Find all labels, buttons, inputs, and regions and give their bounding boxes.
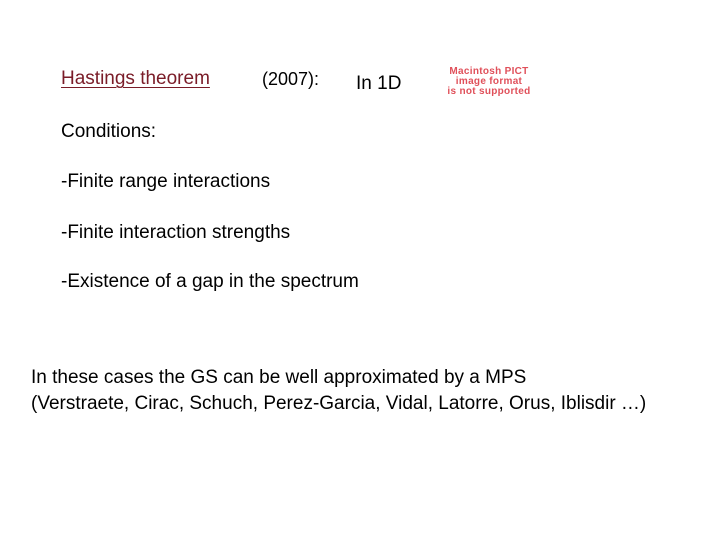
unsupported-image-placeholder (424, 67, 554, 95)
placeholder-line-1: Macintosh PICT (449, 66, 529, 77)
conditions-title: Conditions: (61, 121, 157, 142)
summary-line-1: In these cases the GS can be well approximated by a MPS (31, 367, 527, 388)
placeholder-line-2: image format (455, 76, 523, 87)
condition-item: -Finite range interactions (61, 171, 271, 192)
dimension-label: In 1D (356, 73, 402, 94)
condition-item: -Existence of a gap in the spectrum (61, 271, 359, 292)
placeholder-line-3: is not supported (447, 86, 531, 97)
condition-item: -Finite interaction strengths (61, 222, 291, 243)
year-label: (2007): (262, 69, 320, 89)
hastings-theorem-link[interactable]: Hastings theorem (61, 68, 210, 89)
summary-line-2: (Verstraete, Cirac, Schuch, Perez-Garcia, Vidal, Latorre, Orus, Iblisdir …) (31, 393, 647, 414)
